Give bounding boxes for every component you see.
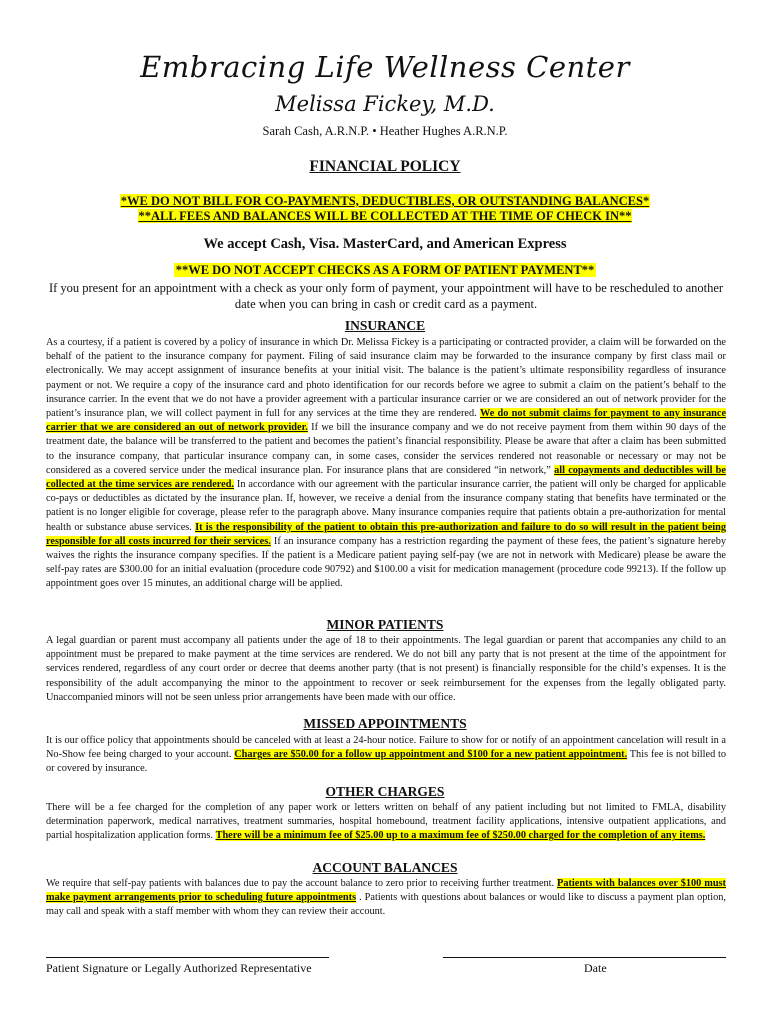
- banner-no-bill: [0, 194, 770, 209]
- account-balances-paragraph: [46, 877, 726, 920]
- insurance-heading: INSURANCE: [344, 318, 426, 333]
- date-line[interactable]: [443, 957, 726, 958]
- insurance-highlight: all copayments and deductibles will be collected at the time services are rendered.: [46, 464, 726, 491]
- clinic-name: Embracing Life Wellness Center: [140, 50, 630, 84]
- insurance-text: As a courtesy, if a patient is covered by a policy of insurance in which Dr. Melissa Fickey is a participating or contracted provider, a claim will be forwarded on the behalf of the patient to the insurance company for payment. Filing of said insurance claim may be forwarded to the insurance company by first class mail or electronically. We may accept assignment of insurance benefits at your initial visit. The balance is the patient’s ultimate responsibility regardless of insurance payment or not. We require a copy of the insurance card and photo identification for our records before we agree to submit a claim on the patient’s behalf to the insurance carrier. In the event that we do not have a provider agreement with a particular insurance carrier or we are considered an out of network provider for the patient’s insurance plan, we will collect payment in full for any services at the time they are rendered.: [46, 337, 726, 420]
- insurance-highlight: It is the responsibility of the patient to obtain this pre-authorization and failure to do so will result in the patient being responsible for all costs incurred for their services.: [46, 521, 727, 547]
- balances-text: We require that self-pay patients with balances due to pay the account balance to zero prior to receiving further treatment.: [46, 878, 555, 889]
- insurance-highlight: We do not submit claims for payment to any insurance carrier that we are considered an out of network provider.: [46, 408, 727, 434]
- missed-text: This fee is not billed to or covered by insurance.: [46, 749, 726, 775]
- missed-appointments-paragraph: [46, 734, 726, 777]
- staff-line: Sarah Cash, A.R.N.P. • Heather Hughes A.R.N.P.: [262, 124, 508, 138]
- checks-explanation: If you present for an appointment with a check as your only form of payment, your appointment will have to be rescheduled to another date when you can bring in cash or credit card as a payment.: [48, 281, 724, 311]
- signature-label: Patient Signature or Legally Authorized Representative: [46, 961, 312, 975]
- insurance-text: If we bill the insurance company and we do not receive payment from them within 90 days of the treatment date, the balance will be transferred to the patient and becomes the patient’s financial responsibility. Please be aware that after a claim has been submitted to the insurance company, that particular insurance company can, in some cases, consider the services rendered not reasonable or necessary or may not be considered as a covered service under the medical insurance plan. For insurance plans that are considered “in network,”: [46, 422, 726, 476]
- no-checks-text: **WE DO NOT ACCEPT CHECKS AS A FORM OF PATIENT PAYMENT**: [175, 263, 595, 277]
- missed-text: It is our office policy that appointments should be canceled with at least a 24-hour notice. Failure to show for or notify of an appointment cancelation will result in a No-Show fee being charged to your account.: [46, 735, 726, 761]
- missed-highlight: Charges are $50.00 for a follow up appointment and $100 for a new patient appointment.: [234, 749, 628, 761]
- account-balances-heading: ACCOUNT BALANCES: [312, 860, 458, 875]
- insurance-paragraph: [46, 336, 726, 592]
- other-highlight: There will be a minimum fee of $25.00 up to a maximum fee of $250.00 charged for the completion of any items.: [215, 830, 706, 842]
- missed-appointments-heading: MISSED APPOINTMENTS: [303, 716, 467, 731]
- balances-highlight: Patients with balances over $100 must make payment arrangements prior to scheduling future appointments: [46, 878, 726, 904]
- other-charges-paragraph: [46, 801, 726, 844]
- date-label: Date: [584, 961, 607, 975]
- doctor-name: Melissa Fickey, M.D.: [275, 92, 495, 116]
- other-text: There will be a fee charged for the completion of any paper work or letters written on behalf of any patient including but not limited to FMLA, disability determination paperwork, medical narratives, treatment summaries, hospital homebound, treatment facility applications, intensive outpatient applications, and partial hospitalization application forms.: [46, 802, 726, 842]
- document-title: FINANCIAL POLICY: [309, 158, 461, 175]
- signature-line[interactable]: [46, 957, 329, 958]
- no-checks-notice: [0, 263, 770, 278]
- banner-collect: [0, 209, 770, 224]
- minor-patients-paragraph: A legal guardian or parent must accompany all patients under the age of 18 to their appointments. The legal guardian or parent that accompanies any child to an appointment must be prepared to make payment at the time services are rendered. We do not bill any party that is not present at the time of the appointment for services rendered, regardless of any court order or decree that deems another party (that is not present) is financially responsible for the child’s expenses. It is the responsibility of the adult accompanying the minor to the appointment to recover or seek reimbursement for the expenses from the legally obligated party. Unaccompanied minors will not be seen unless prior arrangements have been made with our office.: [46, 635, 726, 703]
- balances-text: . Patients with questions about balances or would like to discuss a payment plan option, may call and speak with a staff member with whom they can review their account.: [46, 892, 726, 918]
- banner-text: *WE DO NOT BILL FOR CO-PAYMENTS, DEDUCTIBLES, OR OUTSTANDING BALANCES*: [120, 194, 650, 208]
- insurance-text: In accordance with our agreement with the particular insurance carrier, the patient will only be charged for applicable co-pays or deductibles as dictated by the insurance plan. If, however, we receive a denial from the insurance company stating that benefits have terminated or the patient is no longer eligible for coverage, please refer to the paragraph above. Many insurance companies require that patients obtain a pre-authorization for mental health or substance abuse services.: [46, 479, 726, 533]
- insurance-text: If an insurance company has a restriction regarding the payment of these fees, the patient’s signature hereby waives the rights the insurance company specifies. If the patient is a Medicare patient paying self-pay (we are not in network with Medicare) please be aware the self-pay rates are $300.00 for an initial evaluation (procedure code 90792) and $100.00 a visit for medication management (procedure code 99213). If the follow up appointment goes over 15 minutes, an additional charge will be applied.: [46, 535, 726, 590]
- banner-text: **ALL FEES AND BALANCES WILL BE COLLECTED AT THE TIME OF CHECK IN**: [138, 209, 632, 223]
- minor-patients-heading: MINOR PATIENTS: [326, 617, 444, 632]
- other-charges-heading: OTHER CHARGES: [325, 784, 445, 799]
- accepted-payments: We accept Cash, Visa. MasterCard, and American Express: [203, 236, 567, 252]
